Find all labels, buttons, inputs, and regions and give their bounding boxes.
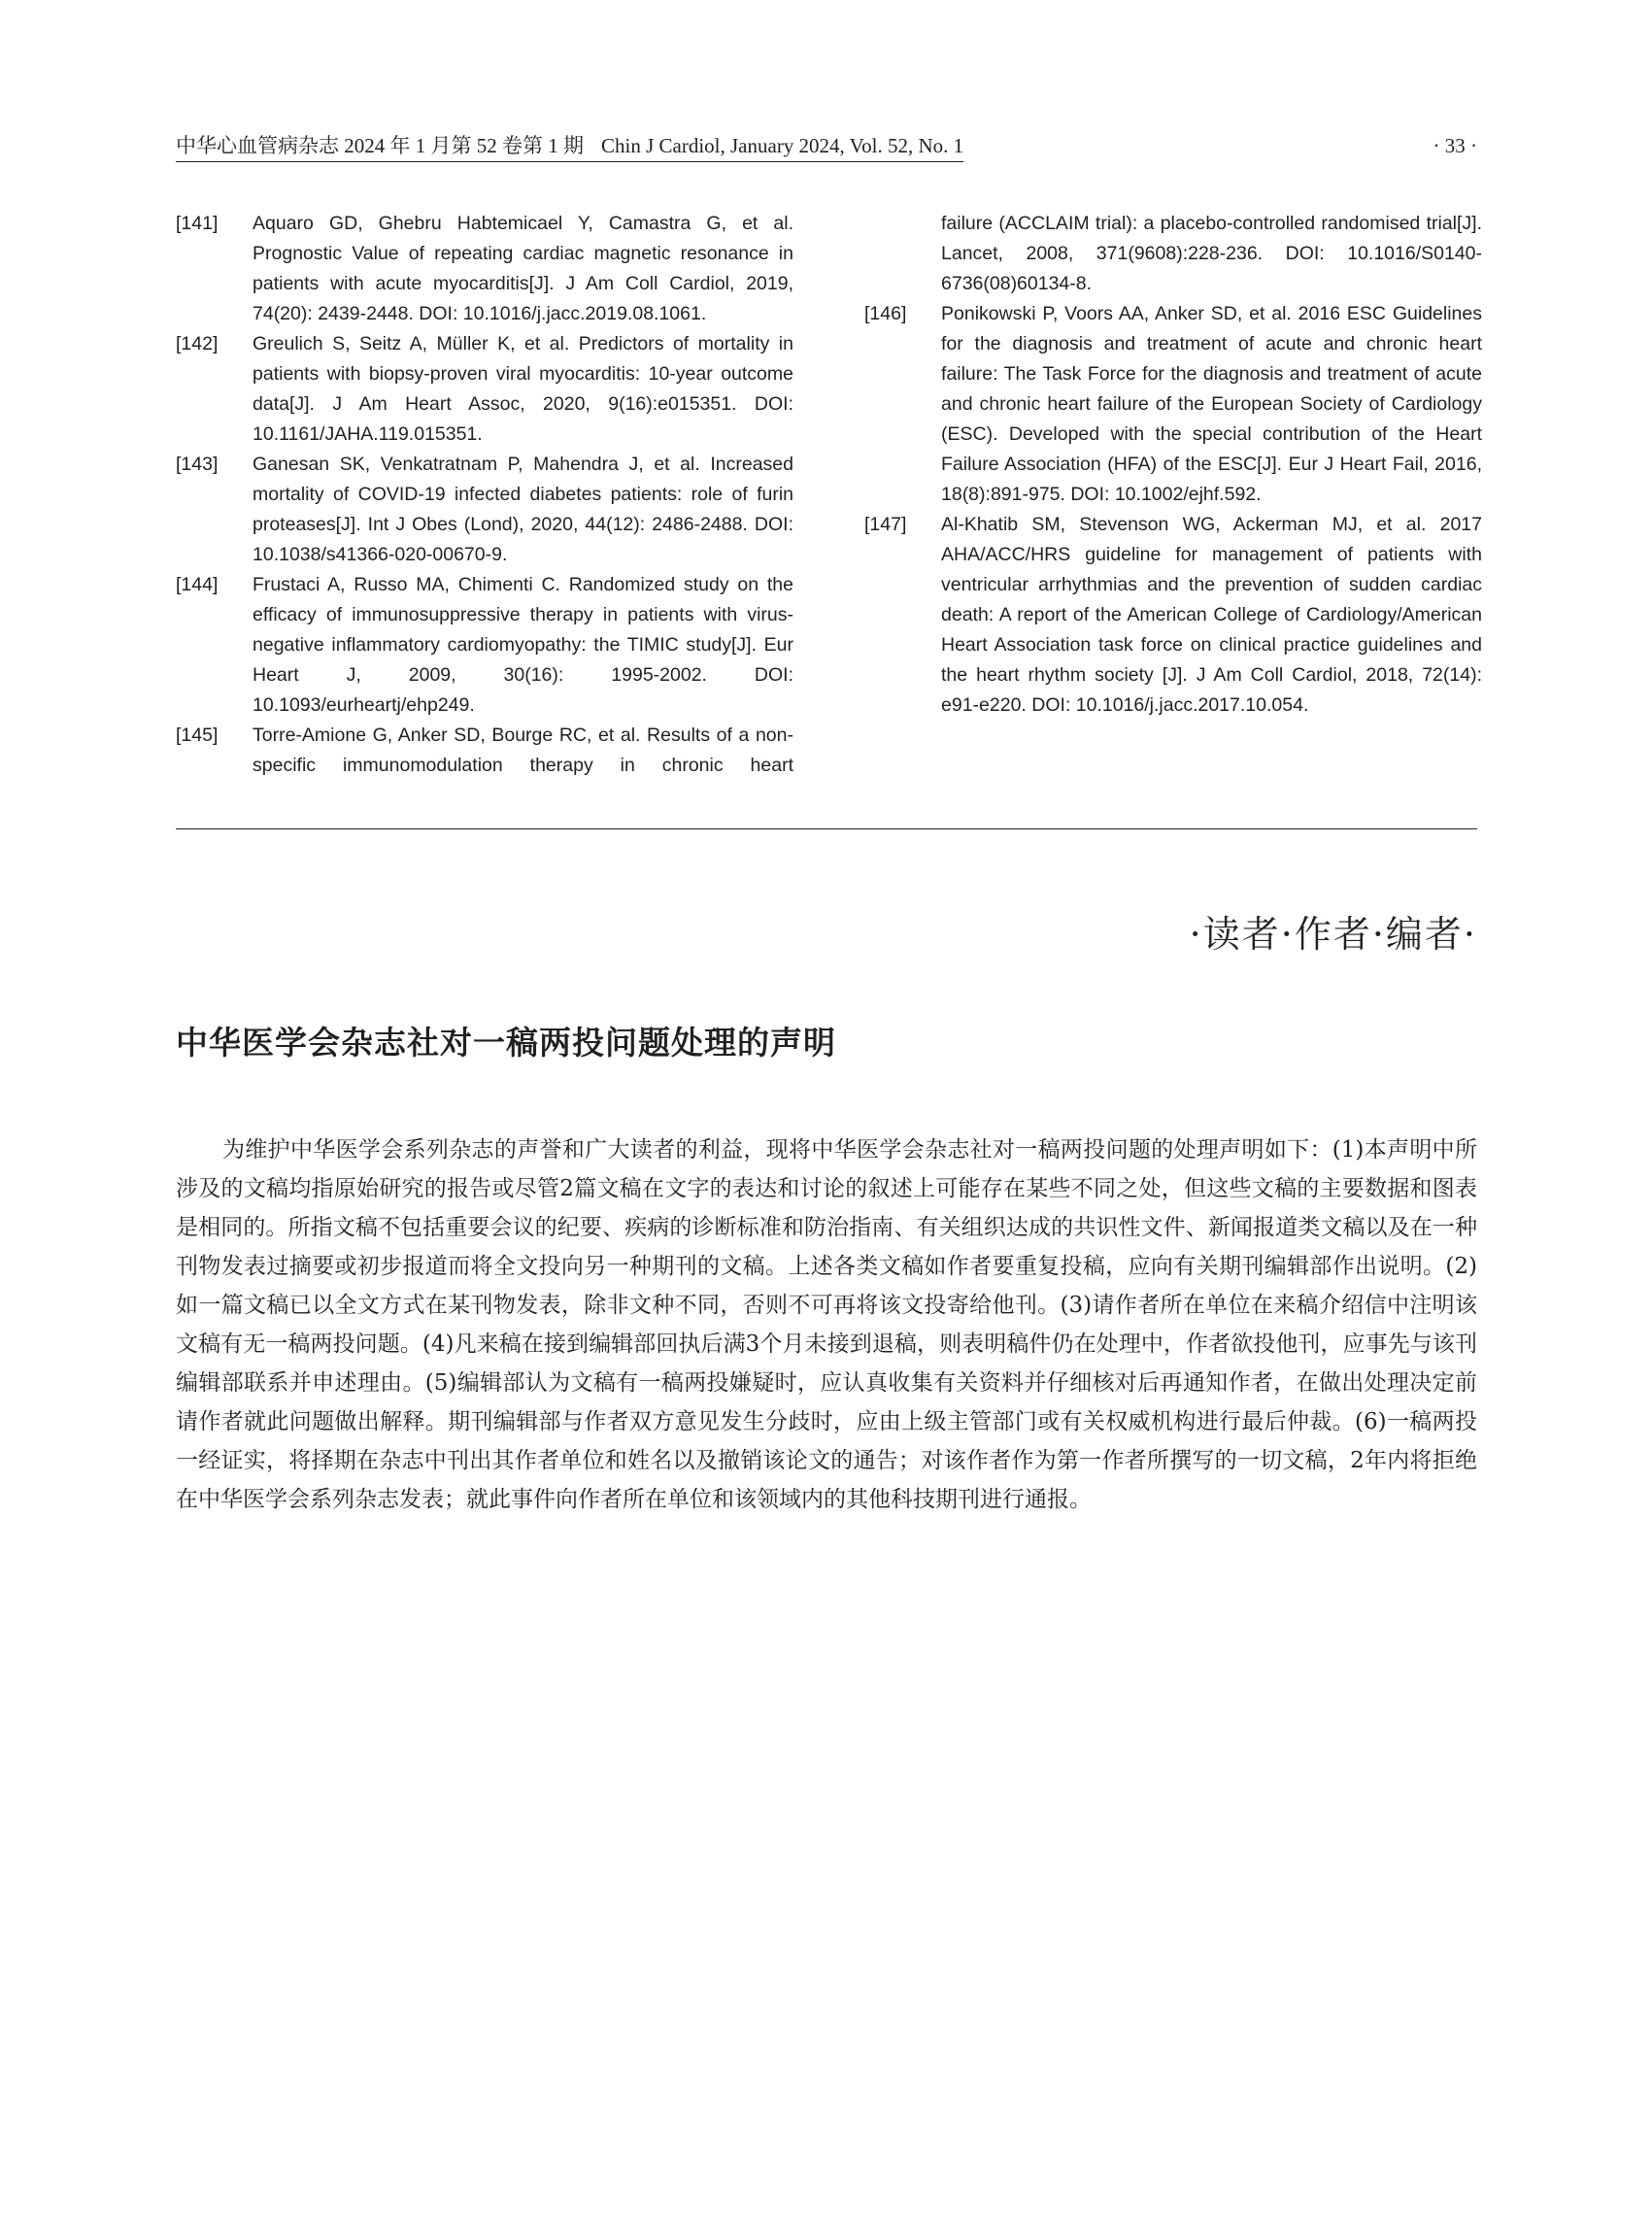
column-title: ·读者·作者·编者· xyxy=(1189,913,1477,956)
reference-number: [143] xyxy=(176,454,219,475)
reference-item xyxy=(176,209,793,329)
reference-number: [147] xyxy=(864,514,907,535)
reference-list-right xyxy=(864,209,1482,721)
reference-text: Torre-Amione G, Anker SD, Bourge RC, et al. Results of a non-specific immunomodulation therapy in chronic heart xyxy=(253,725,793,776)
reference-text: Greulich S, Seitz A, Müller K, et al. Predictors of mortality in patients with biopsy-proven viral myocarditis: 10-year outcome data[J]. J Am Heart Assoc, 2020, 9(16):e015351. DOI: 10.1161/JAHA.119.015351. xyxy=(253,333,793,445)
section-divider xyxy=(176,828,1477,829)
reference-item xyxy=(176,570,793,721)
reference-text: Al-Khatib SM, Stevenson WG, Ackerman MJ, et al. 2017 AHA/ACC/HRS guideline for management of patients with ventricular arrhythmias and the prevention of sudden cardiac death: A report of the American College of Cardiology/American Heart Association task force on clinical practice guidelines and the heart rhythm society [J]. J Am Coll Cardiol, 2018, 72(14): e91-e220. DOI: 10.1016/j.jacc.2017.10.054. xyxy=(941,514,1482,716)
reference-text: Ponikowski P, Voors AA, Anker SD, et al. 2016 ESC Guidelines for the diagnosis and treatment of acute and chronic heart failure: The Task Force for the diagnosis and treatment of acute and chronic heart failure of the European Society of Cardiology (ESC). Developed with the special contribution of the Heart Failure Association (HFA) of the ESC[J]. Eur J Heart Fail, 2016, 18(8):891-975. DOI: 10.1002/ejhf.592. xyxy=(941,303,1482,505)
article-body: 为维护中华医学会系列杂志的声誉和广大读者的利益，现将中华医学会杂志社对一稿两投问题的处理声明如下：(1)本声明中所涉及的文稿均指原始研究的报告或尽管2篇文稿在文字的表达和讨论的叙述上可能存在某些不同之处，但这些文稿的主要数据和图表是相同的。所指文稿不包括重要会议的纪要、疾病的诊断标准和防治指南、有关组织达成的共识性文件、新闻报道类文稿以及在一种刊物发表过摘要或初步报道而将全文投向另一种期刊的文稿。上述各类文稿如作者要重复投稿，应向有关期刊编辑部作出说明。(2)如一篇文稿已以全文方式在某刊物发表，除非文种不同，否则不可再将该文投寄给他刊。(3)请作者所在单位在来稿介绍信中注明该文稿有无一稿两投问题。(4)凡来稿在接到编辑部回执后满3个月未接到退稿，则表明稿件仍在处理中，作者欲投他刊，应事先与该刊编辑部联系并申述理由。(5)编辑部认为文稿有一稿两投嫌疑时，应认真收集有关资料并仔细核对后再通知作者，在做出处理决定前请作者就此问题做出解释。期刊编辑部与作者双方意见发生分歧时，应由上级主管部门或有关权威机构进行最后仲裁。(6)一稿两投一经证实，将择期在杂志中刊出其作者单位和姓名以及撤销该论文的通告；对该作者作为第一作者所撰写的一切文稿，2年内将拒绝在中华医学会系列杂志发表；就此事件向作者所在单位和该领域内的其他科技期刊进行通报。 xyxy=(176,1137,1477,1512)
reference-item xyxy=(864,299,1482,510)
journal-name-en: Chin J Cardiol, January 2024, Vol. 52, No. 1 xyxy=(601,134,964,157)
reference-text: Ganesan SK, Venkatratnam P, Mahendra J, et al. Increased mortality of COVID-19 infected diabetes patients: role of furin proteases[J]. Int J Obes (Lond), 2020, 44(12): 2486-2488. DOI: 10.1038/s41366-020-00670-9. xyxy=(253,454,793,565)
reference-number: [144] xyxy=(176,574,219,595)
page-number: · 33 · xyxy=(1433,134,1477,157)
reference-item xyxy=(176,450,793,570)
reference-item xyxy=(864,510,1482,721)
reference-list-left xyxy=(176,209,793,781)
running-header xyxy=(176,133,1477,162)
reference-continuation xyxy=(864,209,1482,299)
reference-text: Frustaci A, Russo MA, Chimenti C. Randomized study on the efficacy of immunosuppressive therapy in patients with virus-negative inflammatory cardiomyopathy: the TIMIC study[J]. Eur Heart J, 2009, 30(16): 1995-2002. DOI: 10.1093/eurheartj/ehp249. xyxy=(253,574,793,716)
reference-item xyxy=(176,329,793,450)
reference-text: Aquaro GD, Ghebru Habtemicael Y, Camastra G, et al. Prognostic Value of repeating cardiac magnetic resonance in patients with acute myocarditis[J]. J Am Coll Cardiol, 2019, 74(20): 2439-2448. DOI: 10.1016/j.jacc.2019.08.1061. xyxy=(253,213,793,324)
reference-number: [142] xyxy=(176,333,219,354)
reference-text: failure (ACCLAIM trial): a placebo-controlled randomised trial[J]. Lancet, 2008, 371(9608):228-236. DOI: 10.1016/S0140-6736(08)60134-8. xyxy=(941,213,1482,294)
journal-citation xyxy=(176,133,963,162)
reference-number: [145] xyxy=(176,725,219,746)
reference-number: [146] xyxy=(864,303,907,324)
journal-name-cn: 中华心血管病杂志 2024 年 1 月第 52 卷第 1 期 xyxy=(176,134,584,157)
reference-number: [141] xyxy=(176,213,219,234)
article-title: 中华医学会杂志社对一稿两投问题处理的声明 xyxy=(176,1024,836,1062)
reference-item xyxy=(176,721,793,781)
